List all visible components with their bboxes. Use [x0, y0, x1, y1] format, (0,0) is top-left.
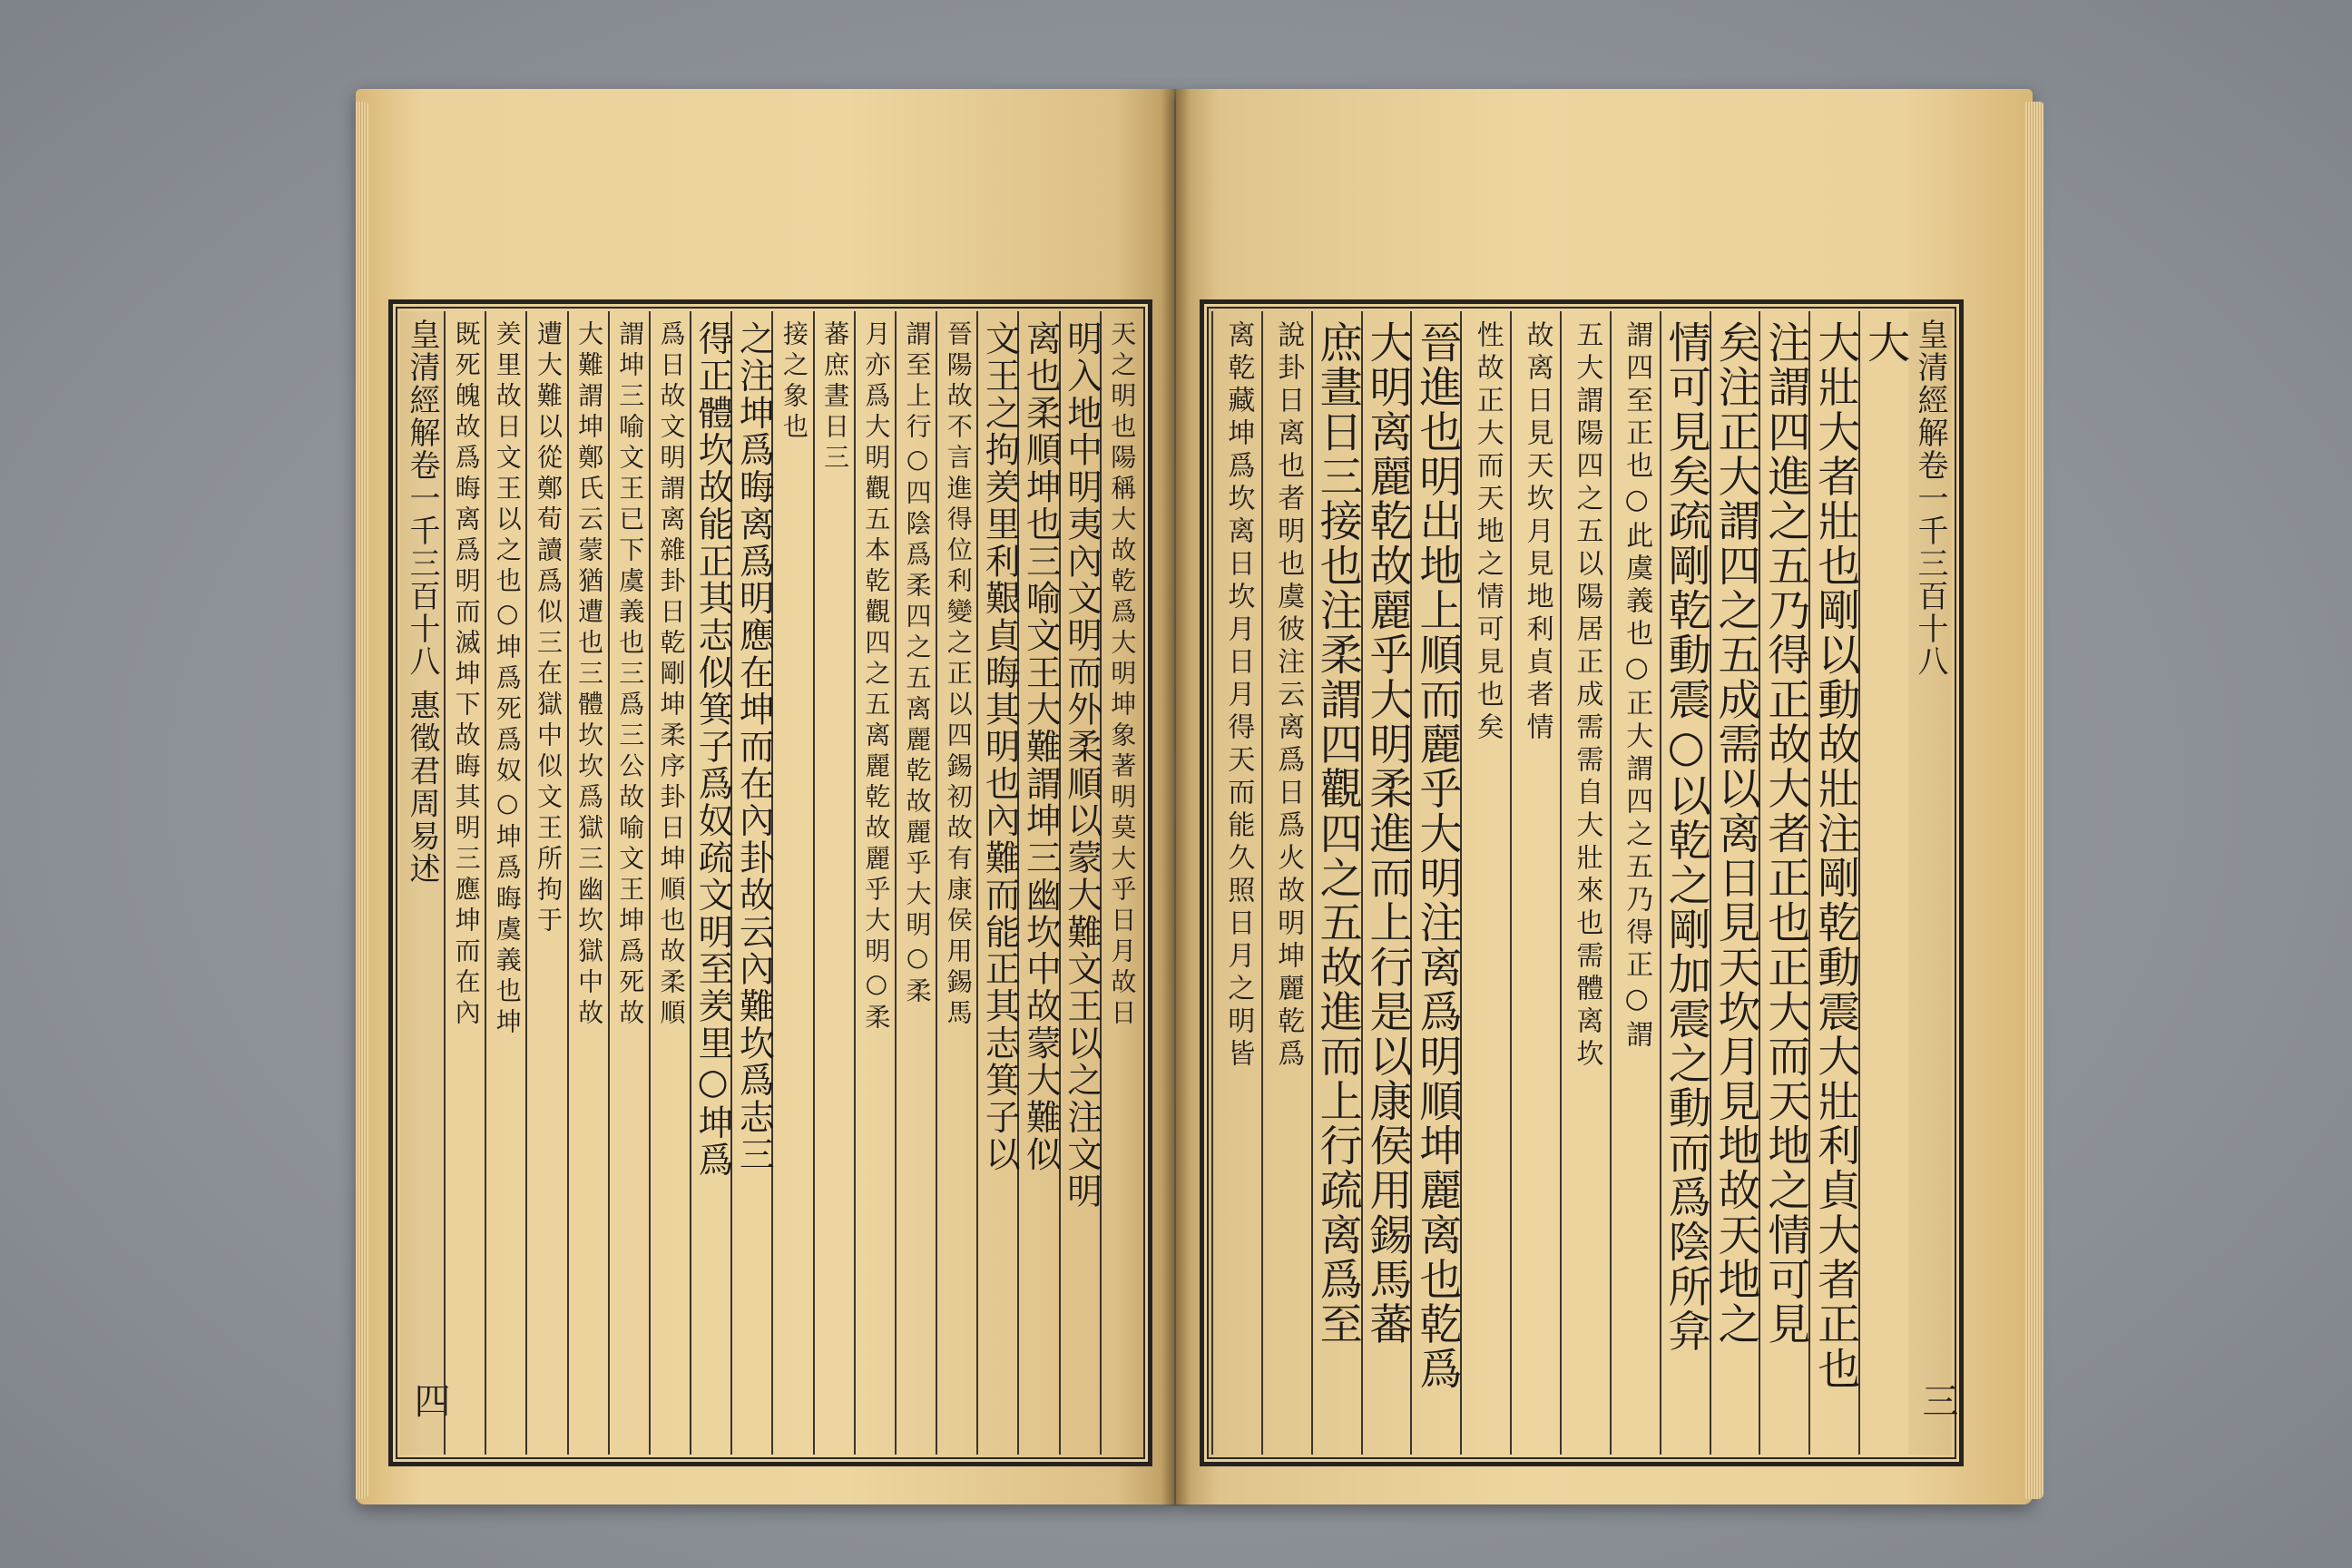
text-column [1361, 311, 1413, 1455]
text-column [1261, 311, 1313, 1455]
text-column [1510, 311, 1562, 1455]
column-text: 既死魄故爲晦离爲明而滅坤下故晦其明三應坤而在內 [451, 320, 482, 1030]
column-text: 爲日故文明謂离雜卦日乾剛坤柔序卦日坤順也故柔順 [656, 320, 687, 1030]
text-column [895, 311, 937, 1455]
left-page-edges [356, 102, 368, 1499]
left-page-frame [388, 299, 1152, 1466]
text-column [485, 311, 527, 1455]
column-text: 文王之拘羑里利艱貞晦其明也內難而能正其志箕子以 [979, 320, 1021, 1173]
column-text: 月亦爲大明觀五本乾觀四之五离麗乾故麗乎大明○柔 [861, 320, 892, 1034]
left-page-banxin [400, 311, 444, 1455]
column-text: 遭大難以從鄭荀讀爲似三在獄中似文王所拘于 [533, 320, 564, 937]
column-text: 晉進也明出地上順而麗乎大明注离爲明順坤麗离也乾爲 [1412, 320, 1463, 1392]
column-text: 之注坤爲晦离爲明應在坤而在內卦故云內難坎爲志三 [733, 320, 775, 1173]
column-text: 謂至上行○四陰爲柔四之五离麗乾故麗乎大明○柔 [902, 320, 933, 1008]
column-text: 謂四至正也○此虞義也○正大謂四之五乃得正○謂 [1621, 320, 1653, 1053]
column-text: 謂坤三喻文王已下虞義也三爲三公故喻文王坤爲死故 [615, 320, 646, 1030]
column-text: 离乾藏坤爲坎离日坎月日月得天而能久照日月之明皆 [1222, 320, 1255, 1072]
text-column [1410, 311, 1462, 1455]
text-column [854, 311, 897, 1455]
text-column [1100, 311, 1142, 1455]
left-page-columns [400, 311, 1141, 1455]
text-column [608, 311, 651, 1455]
text-column [1460, 311, 1512, 1455]
text-column [1311, 311, 1363, 1455]
right-page-edges [2025, 102, 2043, 1499]
text-column [1610, 311, 1661, 1455]
right-page-columns [1211, 311, 1958, 1455]
text-column [567, 311, 610, 1455]
text-column [444, 311, 486, 1455]
folio-number: 三 [1916, 1382, 1958, 1418]
column-text: 庶晝日三接也注柔謂四觀四之五故進而上行疏离爲至 [1312, 320, 1363, 1347]
column-text: 故离日見天坎月見地利貞者情 [1521, 320, 1553, 745]
column-text: 大 [1860, 320, 1911, 366]
column-text: 大難謂坤鄭氏云蒙猶遭也三體坎坎爲獄三幽坎獄中故 [574, 320, 605, 1030]
text-column [1660, 311, 1711, 1455]
text-column [1560, 311, 1612, 1455]
text-column [730, 311, 773, 1455]
column-text: 大壯大者壯也剛以動故壯注剛乾動震大壯利貞大者正也 [1810, 320, 1861, 1392]
text-column [1211, 311, 1263, 1455]
column-text: 离也柔順坤也三喻文王大難謂坤三幽坎中故蒙大難似 [1020, 320, 1062, 1173]
left-page [356, 89, 1174, 1504]
column-text: 明入地中明夷內文明而外柔順以蒙大難文王以之注文明 [1061, 320, 1102, 1210]
text-column [1858, 311, 1910, 1455]
column-text: 接之象也 [779, 320, 809, 444]
right-page [1176, 89, 2033, 1504]
open-book [345, 89, 2043, 1512]
text-column [1017, 311, 1060, 1455]
text-column [1710, 311, 1761, 1455]
column-text: 得正體坎故能正其志似箕子爲奴疏文明至羑里○坤爲 [692, 320, 734, 1179]
text-column [976, 311, 1019, 1455]
right-page-banxin [1908, 311, 1952, 1455]
text-column [1808, 311, 1860, 1455]
column-text: 晉陽故不言進得位利變之正以四錫初故有康侯用錫馬 [943, 320, 974, 1030]
text-column [771, 311, 814, 1455]
text-column [813, 311, 856, 1455]
column-text: 注謂四進之五乃得正故大者正也正大而天地之情可見 [1760, 320, 1811, 1347]
column-text: 性故正大而天地之情可見也矣 [1471, 320, 1504, 745]
column-text: 大明离麗乾故麗乎大明柔進而上行是以康侯用錫馬蕃 [1362, 320, 1413, 1347]
text-column [936, 311, 978, 1455]
column-text: 情可見矣疏剛乾動震○以乾之剛加震之動而爲陰所弇 [1661, 320, 1711, 1354]
column-text: 五大謂陽四之五以陽居正成需需自大壯來也需體离坎 [1571, 320, 1603, 1072]
right-page-frame [1200, 299, 1964, 1466]
column-text: 矣注正大謂四之五成需以离日見天坎月見地故天地之 [1710, 320, 1761, 1347]
folio-number: 四 [408, 1382, 450, 1418]
text-column [525, 311, 568, 1455]
column-text: 說卦日离也者明也虞彼注云离爲日爲火故明坤麗乾爲 [1272, 320, 1305, 1072]
text-column [649, 311, 691, 1455]
text-column [690, 311, 732, 1455]
book-gutter [1161, 89, 1191, 1506]
column-text: 天之明也陽稱大故乾爲大明坤象著明莫大乎日月故日 [1107, 320, 1138, 1030]
banxin-title: 皇清經解卷一千三百十八 惠徵君周易述 [404, 318, 440, 886]
column-text: 蕃庶晝日三 [820, 320, 851, 475]
banxin-title: 皇清經解卷一千三百十八 [1912, 318, 1948, 678]
text-column [1059, 311, 1102, 1455]
column-text: 羑里故日文王以之也○坤爲死爲奴○坤爲晦虞義也坤 [492, 320, 523, 1039]
text-column [1759, 311, 1810, 1455]
